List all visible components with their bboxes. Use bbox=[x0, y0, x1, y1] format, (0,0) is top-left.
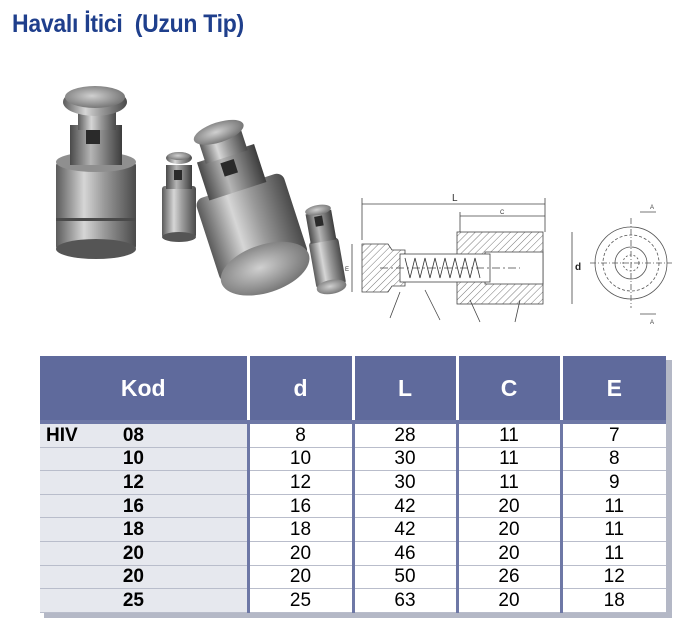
table-row bbox=[40, 589, 666, 613]
cell-E: 8 bbox=[561, 447, 666, 471]
header-L: L bbox=[353, 356, 457, 422]
kod-number: 25 bbox=[122, 589, 144, 611]
cell-kod bbox=[40, 541, 248, 565]
cell-kod bbox=[40, 494, 248, 518]
cell-L: 30 bbox=[353, 471, 457, 495]
cell-L: 46 bbox=[353, 541, 457, 565]
header-d: d bbox=[248, 356, 353, 422]
cell-E: 9 bbox=[561, 471, 666, 495]
technical-drawing-end-view bbox=[590, 212, 672, 314]
kod-number: 18 bbox=[122, 519, 144, 541]
table-row bbox=[40, 422, 666, 447]
kod-number: 08 bbox=[122, 424, 144, 446]
cell-d: 18 bbox=[248, 518, 353, 542]
cell-kod bbox=[40, 518, 248, 542]
cell-d: 8 bbox=[248, 422, 353, 447]
kod-number: 20 bbox=[122, 542, 144, 564]
cell-kod bbox=[40, 447, 248, 471]
table-row bbox=[40, 447, 666, 471]
header-E: E bbox=[561, 356, 666, 422]
technical-drawing-section bbox=[352, 198, 572, 322]
cell-L: 50 bbox=[353, 565, 457, 589]
header-C: C bbox=[457, 356, 561, 422]
cell-kod bbox=[40, 589, 248, 613]
cell-E: 12 bbox=[561, 565, 666, 589]
kod-prefix: HIV bbox=[46, 424, 78, 446]
cell-d: 20 bbox=[248, 541, 353, 565]
ejector-photo-small bbox=[162, 152, 196, 242]
dimension-label-d: d bbox=[575, 262, 582, 273]
table-header-row bbox=[40, 356, 666, 422]
cell-E: 7 bbox=[561, 422, 666, 447]
cell-L: 42 bbox=[353, 494, 457, 518]
kod-number: 16 bbox=[122, 495, 144, 517]
cell-d: 20 bbox=[248, 565, 353, 589]
cell-C: 20 bbox=[457, 541, 561, 565]
cell-kod bbox=[40, 422, 248, 447]
table-row bbox=[40, 471, 666, 495]
section-marker-top: A bbox=[650, 205, 655, 211]
product-illustration bbox=[0, 70, 680, 350]
cell-L: 28 bbox=[353, 422, 457, 447]
kod-number: 10 bbox=[122, 448, 144, 470]
kod-number: 12 bbox=[122, 471, 144, 493]
table-row bbox=[40, 518, 666, 542]
cell-E: 11 bbox=[561, 518, 666, 542]
cell-d: 16 bbox=[248, 494, 353, 518]
cell-C: 20 bbox=[457, 494, 561, 518]
cell-C: 26 bbox=[457, 565, 561, 589]
cell-C: 20 bbox=[457, 589, 561, 613]
spec-table bbox=[40, 356, 666, 613]
section-marker-bottom: A bbox=[650, 320, 655, 326]
cell-C: 11 bbox=[457, 471, 561, 495]
dimension-label-C: C bbox=[500, 210, 505, 216]
cell-kod bbox=[40, 565, 248, 589]
kod-number: 20 bbox=[122, 566, 144, 588]
page-title: Havalı İtici (Uzun Tip) bbox=[12, 10, 244, 38]
cell-d: 25 bbox=[248, 589, 353, 613]
table-row bbox=[40, 565, 666, 589]
table-row bbox=[40, 541, 666, 565]
cell-C: 20 bbox=[457, 518, 561, 542]
ejector-photo-large bbox=[56, 86, 136, 259]
cell-d: 10 bbox=[248, 447, 353, 471]
cell-C: 11 bbox=[457, 447, 561, 471]
ejector-photo-thin bbox=[302, 203, 350, 297]
table-row bbox=[40, 494, 666, 518]
cell-E: 18 bbox=[561, 589, 666, 613]
dimension-label-E: E bbox=[345, 267, 350, 273]
cell-L: 63 bbox=[353, 589, 457, 613]
spec-table-container bbox=[40, 356, 668, 616]
dimension-label-L: L bbox=[452, 193, 458, 204]
header-kod: Kod bbox=[40, 356, 248, 422]
cell-C: 11 bbox=[457, 422, 561, 447]
cell-L: 42 bbox=[353, 518, 457, 542]
cell-L: 30 bbox=[353, 447, 457, 471]
cell-E: 11 bbox=[561, 541, 666, 565]
cell-E: 11 bbox=[561, 494, 666, 518]
cell-kod bbox=[40, 471, 248, 495]
cell-d: 12 bbox=[248, 471, 353, 495]
